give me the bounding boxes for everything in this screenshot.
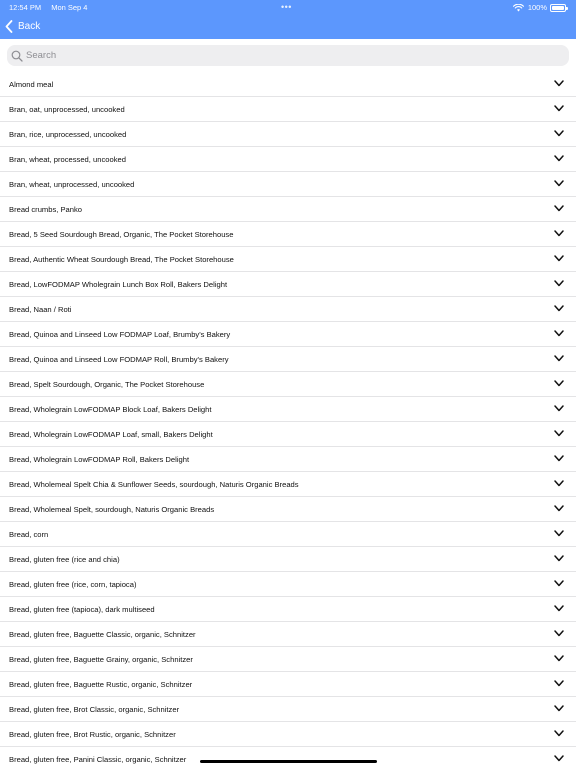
chevron-down-icon[interactable] bbox=[554, 630, 564, 637]
chevron-down-icon[interactable] bbox=[554, 405, 564, 412]
list-item-label: Bread, Wholegrain LowFODMAP Block Loaf, Bakers Delight bbox=[9, 405, 212, 414]
chevron-down-icon[interactable] bbox=[554, 80, 564, 87]
list-item[interactable] bbox=[0, 72, 576, 97]
chevron-down-icon[interactable] bbox=[554, 255, 564, 262]
status-right bbox=[513, 3, 566, 12]
chevron-down-icon[interactable] bbox=[554, 430, 564, 437]
list-item-label: Bread, Authentic Wheat Sourdough Bread, The Pocket Storehouse bbox=[9, 255, 234, 264]
list-item-label: Bread, LowFODMAP Wholegrain Lunch Box Roll, Bakers Delight bbox=[9, 280, 228, 289]
battery-percent: 100% bbox=[527, 3, 547, 12]
list-item[interactable] bbox=[0, 347, 576, 372]
chevron-down-icon[interactable] bbox=[554, 230, 564, 237]
list-item[interactable] bbox=[0, 472, 576, 497]
chevron-down-icon[interactable] bbox=[554, 730, 564, 737]
chevron-down-icon[interactable] bbox=[554, 305, 564, 312]
list-item[interactable] bbox=[0, 147, 576, 172]
list-item-label: Bread, gluten free, Brot Rustic, organic, Schnitzer bbox=[9, 730, 176, 739]
list-item[interactable] bbox=[0, 372, 576, 397]
list-item-label: Bread, gluten free, Brot Classic, organic, Schnitzer bbox=[9, 705, 180, 714]
search-field[interactable] bbox=[7, 45, 569, 66]
status-date: Mon Sep 4 bbox=[51, 3, 88, 12]
list-item-label: Bread, gluten free (tapioca), dark multiseed bbox=[9, 605, 155, 614]
battery-icon bbox=[550, 4, 566, 12]
list-item[interactable] bbox=[0, 272, 576, 297]
list-item[interactable] bbox=[0, 222, 576, 247]
chevron-down-icon[interactable] bbox=[554, 455, 564, 462]
list-item-label: Bread, Quinoa and Linseed Low FODMAP Loaf, Brumby's Bakery bbox=[9, 330, 231, 339]
chevron-down-icon[interactable] bbox=[554, 280, 564, 287]
list-item[interactable] bbox=[0, 172, 576, 197]
multitasking-dots[interactable]: ••• bbox=[281, 2, 292, 12]
list-item-label: Bread, gluten free, Baguette Rustic, organic, Schnitzer bbox=[9, 680, 193, 689]
back-button[interactable] bbox=[5, 17, 40, 35]
list-item[interactable] bbox=[0, 297, 576, 322]
list-item-label: Bread, Naan / Roti bbox=[9, 305, 72, 314]
chevron-left-icon bbox=[5, 20, 13, 33]
chevron-down-icon[interactable] bbox=[554, 755, 564, 762]
search-icon bbox=[11, 50, 23, 62]
list-item-label: Bread, gluten free (rice, corn, tapioca) bbox=[9, 580, 137, 589]
list-item[interactable] bbox=[0, 397, 576, 422]
chevron-down-icon[interactable] bbox=[554, 155, 564, 162]
list-item-label: Bread, Wholemeal Spelt Chia & Sunflower Seeds, sourdough, Naturis Organic Breads bbox=[9, 480, 299, 489]
chevron-down-icon[interactable] bbox=[554, 205, 564, 212]
food-list bbox=[0, 72, 576, 768]
list-item-label: Bran, wheat, unprocessed, uncooked bbox=[9, 180, 135, 189]
list-item-label: Bran, wheat, processed, uncooked bbox=[9, 155, 126, 164]
list-item[interactable] bbox=[0, 497, 576, 522]
list-item[interactable] bbox=[0, 422, 576, 447]
status-left bbox=[9, 3, 95, 12]
list-item-label: Bread crumbs, Panko bbox=[9, 205, 83, 214]
list-item[interactable] bbox=[0, 322, 576, 347]
list-item[interactable] bbox=[0, 447, 576, 472]
list-item-label: Bread, Quinoa and Linseed Low FODMAP Roll, Brumby's Bakery bbox=[9, 355, 229, 364]
wifi-icon bbox=[513, 4, 524, 12]
status-bar bbox=[0, 0, 576, 14]
list-item-label: Bread, Wholemeal Spelt, sourdough, Naturis Organic Breads bbox=[9, 505, 215, 514]
list-item[interactable] bbox=[0, 672, 576, 697]
list-item[interactable] bbox=[0, 97, 576, 122]
list-item[interactable] bbox=[0, 197, 576, 222]
list-item[interactable] bbox=[0, 247, 576, 272]
chevron-down-icon[interactable] bbox=[554, 680, 564, 687]
chevron-down-icon[interactable] bbox=[554, 105, 564, 112]
list-item-label: Bread, Spelt Sourdough, Organic, The Pocket Storehouse bbox=[9, 380, 205, 389]
list-item-label: Bread, corn bbox=[9, 530, 49, 539]
list-item[interactable] bbox=[0, 697, 576, 722]
home-indicator[interactable] bbox=[200, 760, 377, 763]
chevron-down-icon[interactable] bbox=[554, 530, 564, 537]
chevron-down-icon[interactable] bbox=[554, 480, 564, 487]
back-label: Back bbox=[18, 20, 41, 32]
list-item-label: Almond meal bbox=[9, 80, 54, 89]
chevron-down-icon[interactable] bbox=[554, 555, 564, 562]
list-item[interactable] bbox=[0, 122, 576, 147]
list-item-label: Bran, oat, unprocessed, uncooked bbox=[9, 105, 125, 114]
search-bar bbox=[0, 39, 576, 72]
navigation-header bbox=[0, 0, 576, 39]
list-item[interactable] bbox=[0, 647, 576, 672]
list-item-label: Bran, rice, unprocessed, uncooked bbox=[9, 130, 127, 139]
chevron-down-icon[interactable] bbox=[554, 355, 564, 362]
list-item[interactable] bbox=[0, 572, 576, 597]
list-item[interactable] bbox=[0, 622, 576, 647]
list-item-label: Bread, Wholegrain LowFODMAP Roll, Bakers Delight bbox=[9, 455, 190, 464]
list-item[interactable] bbox=[0, 547, 576, 572]
chevron-down-icon[interactable] bbox=[554, 580, 564, 587]
list-item-label: Bread, 5 Seed Sourdough Bread, Organic, The Pocket Storehouse bbox=[9, 230, 234, 239]
list-item-label: Bread, gluten free, Panini Classic, organic, Schnitzer bbox=[9, 755, 187, 764]
list-item[interactable] bbox=[0, 522, 576, 547]
chevron-down-icon[interactable] bbox=[554, 705, 564, 712]
chevron-down-icon[interactable] bbox=[554, 380, 564, 387]
chevron-down-icon[interactable] bbox=[554, 655, 564, 662]
chevron-down-icon[interactable] bbox=[554, 330, 564, 337]
chevron-down-icon[interactable] bbox=[554, 130, 564, 137]
list-item[interactable] bbox=[0, 722, 576, 747]
list-item[interactable] bbox=[0, 747, 576, 768]
chevron-down-icon[interactable] bbox=[554, 605, 564, 612]
list-item-label: Bread, gluten free (rice and chia) bbox=[9, 555, 120, 564]
list-item-label: Bread, gluten free, Baguette Classic, organic, Schnitzer bbox=[9, 630, 196, 639]
chevron-down-icon[interactable] bbox=[554, 180, 564, 187]
list-item-label: Bread, gluten free, Baguette Grainy, organic, Schnitzer bbox=[9, 655, 193, 664]
search-input[interactable] bbox=[26, 50, 546, 61]
list-item-label: Bread, Wholegrain LowFODMAP Loaf, small, Bakers Delight bbox=[9, 430, 213, 439]
chevron-down-icon[interactable] bbox=[554, 505, 564, 512]
status-time: 12:54 PM bbox=[9, 3, 42, 12]
list-item[interactable] bbox=[0, 597, 576, 622]
